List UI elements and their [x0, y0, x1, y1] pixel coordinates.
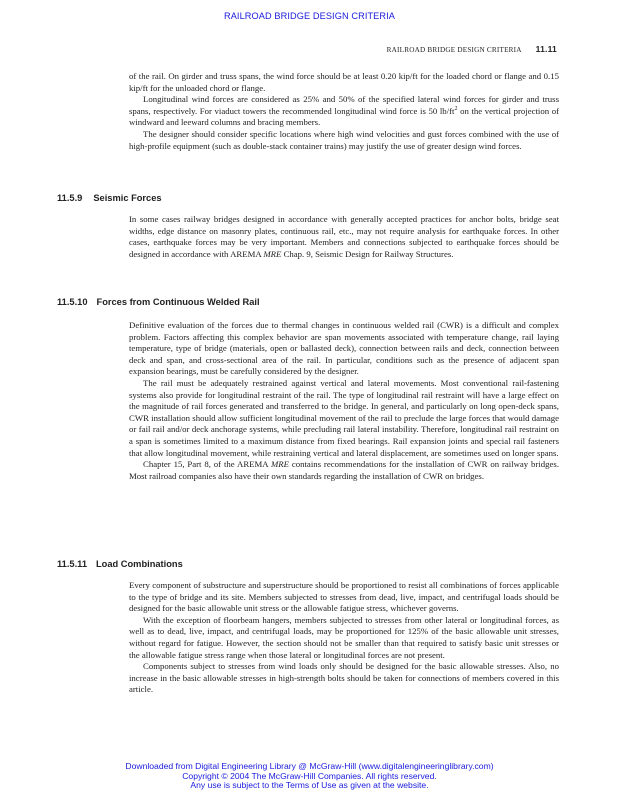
- cwr-paragraph-1: Definitive evaluation of the forces due to thermal changes in continuous welded rail (CWR) is a difficult and complex problem. Factors affecting this complex behavior are span movements associated with temperature change, rail laying temperature, type of bridge (materials, open or ballasted deck), connection between rails and deck, connection between deck and span, and cross-sectional area of the rail. In particular, conditions such as the presence of adjacent span expansion bearings, must be carefully considered by the designer.: [129, 320, 559, 377]
- document-banner: RAILROAD BRIDGE DESIGN CRITERIA: [223, 11, 396, 21]
- running-head-title: RAILROAD BRIDGE DESIGN CRITERIA: [386, 46, 522, 54]
- intro-paragraph-2: Longitudinal wind forces are considered as 25% and 50% of the specified lateral wind forces for girder and truss spans, respectively. For viaduct towers the recommended longitudinal wind force is 50 $lb/ft^2$ on the vertical projection of windward and leeward columns and bracing members.: [129, 94, 559, 128]
- section-heading-cwr: [57, 297, 357, 307]
- load-combinations-text: [129, 580, 559, 696]
- cwr-paragraph-3: Chapter 15, Part 8, of the AREMA MRE contains recommendations for the installation of CWR on railway bridges. Most railroad companies also have their own standards regarding the installation of CWR on bridges.: [129, 459, 560, 481]
- seismic-text: [129, 214, 559, 260]
- footer-copyright: Copyright © 2004 The McGraw-Hill Companies. All rights reserved.: [182, 770, 437, 781]
- section-number: 11.5.10: [57, 297, 88, 307]
- intro-paragraph-3: The designer should consider specific locations where high wind velocities and gust forces combined with the use of high-profile equipment (such as double-stack container trains) may justify the use of greater design wind forces.: [129, 128, 559, 151]
- load-paragraph-1: Every component of substructure and superstructure should be proportioned to resist all combinations of forces applicable to the type of bridge and its site. Members subjected to stresses from dead, live, impact, and centrifugal loads should be designed for the basic allowable unit stress or the allowable fatigue stress, whichever governs.: [129, 580, 559, 614]
- load-paragraph-2: With the exception of floorbeam hangers, members subjected to stresses from other lateral or longitudinal forces, as well as to dead, live, impact, and centrifugal loads, may be proportioned for 125% of the basic allowable unit stresses, without regard for fatigue. However, the section should not be smaller than that required to satisfy basic unit stresses or the allowable fatigue stress range when those lateral or longitudinal forces are not present.: [129, 614, 559, 660]
- section-title: Seismic Forces: [93, 193, 162, 203]
- cwr-paragraph-2: The rail must be adequately restrained against vertical and lateral movements. Most conventional rail-fastening systems also provide for longitudinal restraint of the rail. The type of longitudinal rail restraint will have a large effect on the magnitude of rail forces generated and transferred to the bridge. In general, and particularly on long open-deck spans, CWR installation should allow sufficient longitudinal movement of the rail to preclude the large forces that would damage or fail rail and/or deck anchorage systems, while precluding rail lateral instability. Therefore, longitudinal rail restraint on a span is sometimes limited to a maximum distance from fixed bearings. Rail expansion joints and special rail fasteners that allow longitudinal movement, while restraining vertical and lateral displacement, are sometimes used on longer spans.: [129, 377, 559, 458]
- seismic-paragraph-1: In some cases railway bridges designed in accordance with generally accepted practices for anchor bolts, bridge seat widths, edge distance on masonry plates, continuous rail, etc., may not require analysis for earthquake forces. In other cases, earthquake forces may be very important. Members and connections subjected to earthquake forces should be designed in accordance with AREMA MRE Chap. 9, Seismic Design for Railway Structures.: [129, 214, 559, 259]
- intro-text: [129, 71, 559, 152]
- section-heading-load-combinations: [57, 559, 357, 569]
- cwr-text: [129, 320, 559, 482]
- section-number: 11.5.11: [57, 559, 87, 569]
- running-head: [387, 44, 557, 54]
- footer-download-link[interactable]: Downloaded from Digital Engineering Library @ McGraw-Hill (www.digitalengineeringlibrary.com): [125, 761, 494, 771]
- page-number: 11.11: [535, 44, 557, 54]
- download-footer: [0, 762, 619, 791]
- section-title: Load Combinations: [96, 559, 183, 569]
- section-number: 11.5.9: [57, 193, 83, 203]
- footer-terms: Any use is subject to the Terms of Use as given at the website.: [190, 780, 429, 791]
- intro-paragraph-1: of the rail. On girder and truss spans, the wind force should be at least 0.20 kip/ft for the loaded chord or flange and 0.15 kip/ft for the unloaded chord or flange.: [129, 71, 559, 93]
- section-title: Forces from Continuous Welded Rail: [96, 297, 260, 307]
- section-heading-seismic: [57, 193, 357, 203]
- load-paragraph-3: Components subject to stresses from wind loads only should be designed for the basic allowable stresses. Also, no increase in the basic allowable stresses in high-strength bolts should be taken for connections of members covered in this article.: [129, 661, 559, 695]
